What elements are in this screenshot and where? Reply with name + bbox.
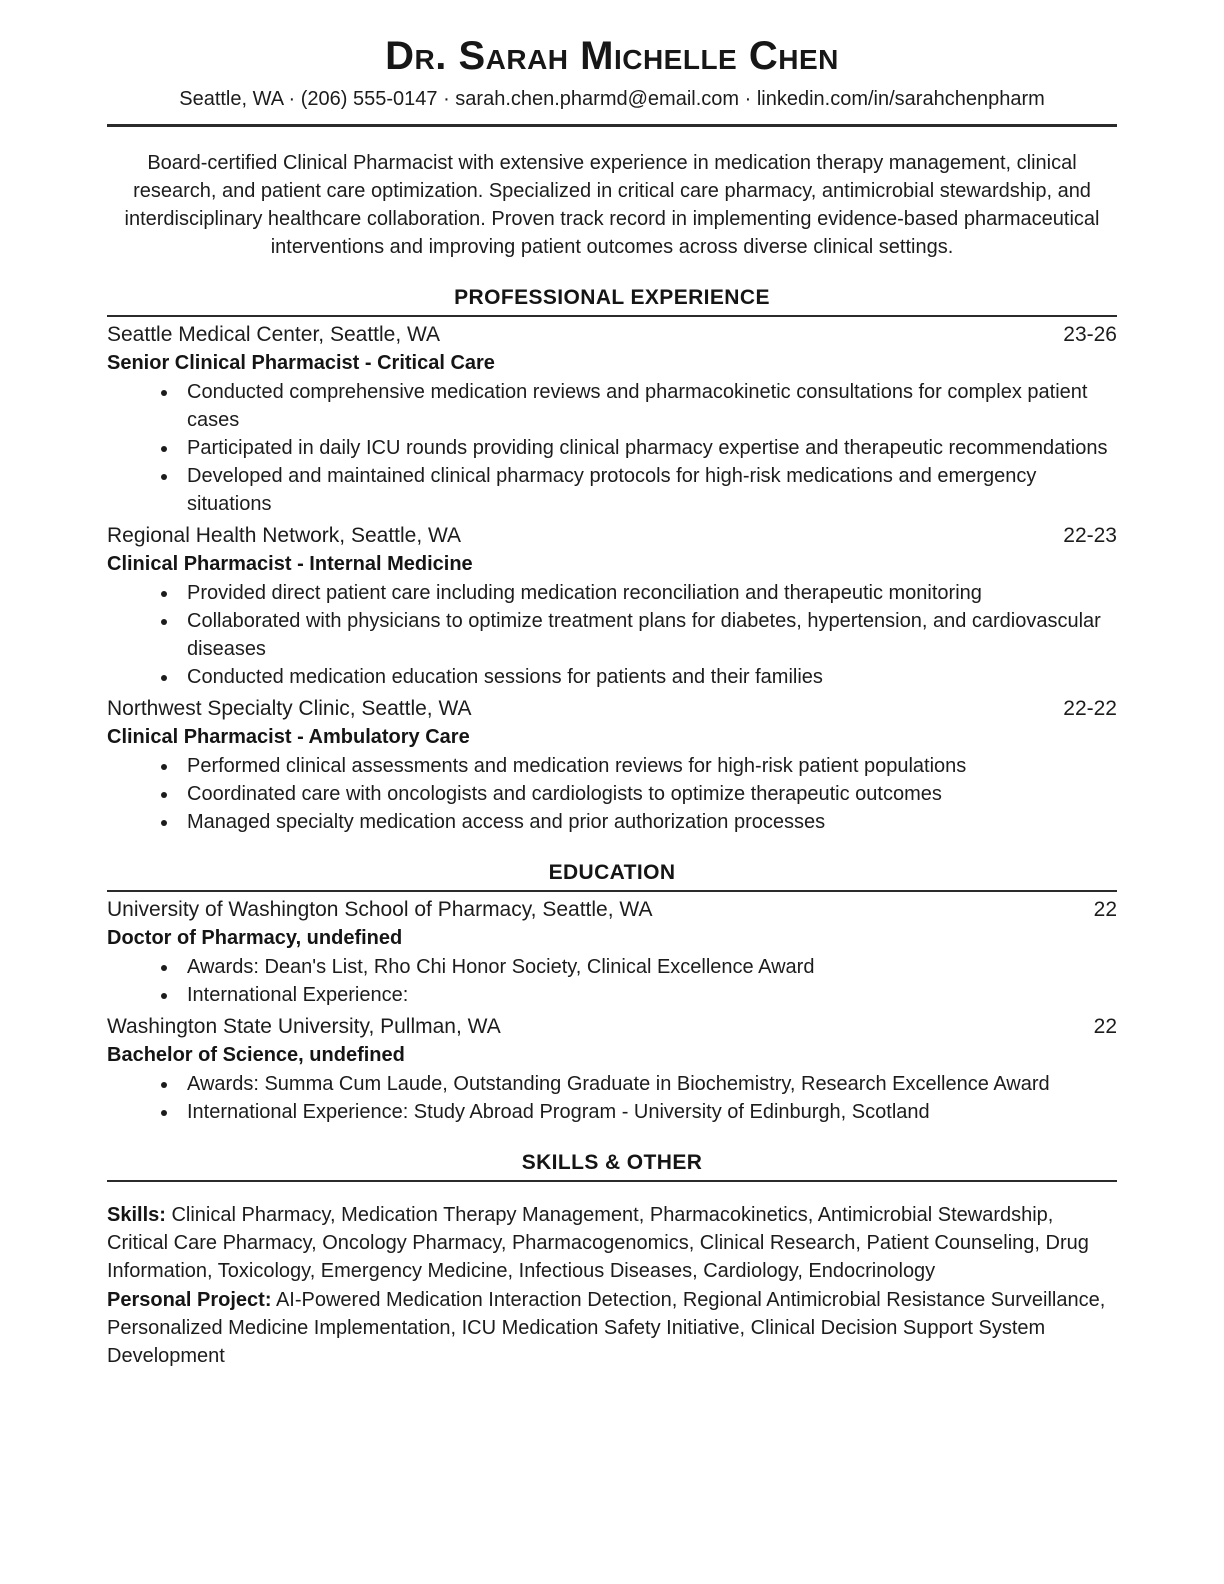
entry-header (107, 320, 1117, 349)
education-entry (107, 895, 1117, 1009)
role-title: Clinical Pharmacist - Internal Medicine (107, 553, 473, 575)
bullet-item: • Participated in daily ICU rounds providing clinical pharmacy expertise and therapeutic recommendations (179, 434, 1117, 462)
bullet-item: • International Experience: Study Abroad Program - University of Edinburgh, Scotland (179, 1098, 1117, 1126)
education-entry (107, 1012, 1117, 1126)
org-name: Seattle Medical Center, Seattle, WA (107, 323, 441, 346)
summary-paragraph: Board-certified Clinical Pharmacist with extensive experience in medication therapy management, clinical research, and patient care optimization. Specialized in critical care pharmacy, antimicrobial stewardship, and interdisciplinary healthcare collaboration. Proven track record in implementing evidence-based pharmaceutical interventions and improving patient outcomes across diverse clinical settings. (124, 152, 1100, 258)
org-name: Regional Health Network, Seattle, WA (107, 524, 462, 547)
personal-project-paragraph (107, 1286, 1117, 1370)
org-name: Northwest Specialty Clinic, Seattle, WA (107, 697, 472, 720)
personal-project-text: AI-Powered Medication Interaction Detection, Regional Antimicrobial Resistance Surveillance, Personalized Medicine Implementation, ICU Medication Safety Initiative, Clinical Decision Support System Development (107, 1289, 1106, 1367)
personal-project-label: Personal Project: (107, 1289, 272, 1311)
bullet-item: • International Experience: (179, 981, 1117, 1009)
skills-label: Skills: (107, 1204, 166, 1226)
role-title: Senior Clinical Pharmacist - Critical Care (107, 352, 495, 374)
person-name: Dr. Sarah Michelle Chen (385, 34, 839, 78)
school-name: Washington State University, Pullman, WA (107, 1015, 501, 1038)
bullet-list (107, 752, 1117, 836)
section-title-education: EDUCATION (107, 861, 1117, 892)
experience-entry (107, 694, 1117, 836)
bullet-item: • Conducted medication education sessions for patients and their families (179, 663, 1117, 691)
section-education (107, 861, 1117, 1126)
entry-dates: 22 (1093, 898, 1117, 921)
entry-header (107, 521, 1117, 550)
bullet-list (107, 953, 1117, 1009)
section-professional-experience (107, 286, 1117, 836)
skills-paragraph (107, 1201, 1117, 1285)
entry-header (107, 1012, 1117, 1041)
degree-title: Doctor of Pharmacy, undefined (107, 927, 403, 949)
school-name: University of Washington School of Pharmacy, Seattle, WA (107, 898, 653, 921)
bullet-item: • Coordinated care with oncologists and cardiologists to optimize therapeutic outcomes (179, 780, 1117, 808)
experience-entry (107, 521, 1117, 691)
bullet-item: • Awards: Dean's List, Rho Chi Honor Society, Clinical Excellence Award (179, 953, 1117, 981)
entry-dates: 23-26 (1063, 323, 1117, 346)
header-divider (107, 124, 1117, 127)
bullet-item: • Awards: Summa Cum Laude, Outstanding Graduate in Biochemistry, Research Excellence Award (179, 1070, 1117, 1098)
entry-dates: 22-23 (1063, 524, 1117, 547)
bullet-list (107, 579, 1117, 691)
bullet-list (107, 378, 1117, 518)
bullet-item: • Managed specialty medication access and prior authorization processes (179, 808, 1117, 836)
bullet-item: • Collaborated with physicians to optimize treatment plans for diabetes, hypertension, and cardiovascular diseases (179, 607, 1117, 663)
entry-dates: 22 (1093, 1015, 1117, 1038)
role-title: Clinical Pharmacist - Ambulatory Care (107, 726, 470, 748)
section-title-skills: SKILLS & OTHER (107, 1151, 1117, 1182)
section-title-experience: PROFESSIONAL EXPERIENCE (107, 286, 1117, 317)
bullet-item: • Conducted comprehensive medication reviews and pharmacokinetic consultations for complex patient cases (179, 378, 1117, 434)
bullet-item: • Provided direct patient care including medication reconciliation and therapeutic monitoring (179, 579, 1117, 607)
bullet-item: • Developed and maintained clinical pharmacy protocols for high-risk medications and emergency situations (179, 462, 1117, 518)
degree-title: Bachelor of Science, undefined (107, 1044, 405, 1066)
skills-text: Clinical Pharmacy, Medication Therapy Management, Pharmacokinetics, Antimicrobial Stewardship, Critical Care Pharmacy, Oncology Pharmacy, Pharmacogenomics, Clinical Research, Patient Counseling, Drug Information, Toxicology, Emergency Medicine, Infectious Diseases, Cardiology, Endocrinology (107, 1204, 1089, 1282)
bullet-list (107, 1070, 1117, 1126)
experience-entry (107, 320, 1117, 518)
section-skills-other (107, 1151, 1117, 1370)
entry-dates: 22-22 (1063, 697, 1117, 720)
entry-header (107, 895, 1117, 924)
entry-header (107, 694, 1117, 723)
bullet-item: • Performed clinical assessments and medication reviews for high-risk patient populations (179, 752, 1117, 780)
contact-line: Seattle, WA · (206) 555-0147 · sarah.chen.pharmd@email.com · linkedin.com/in/sarahchenpharm (179, 88, 1045, 110)
